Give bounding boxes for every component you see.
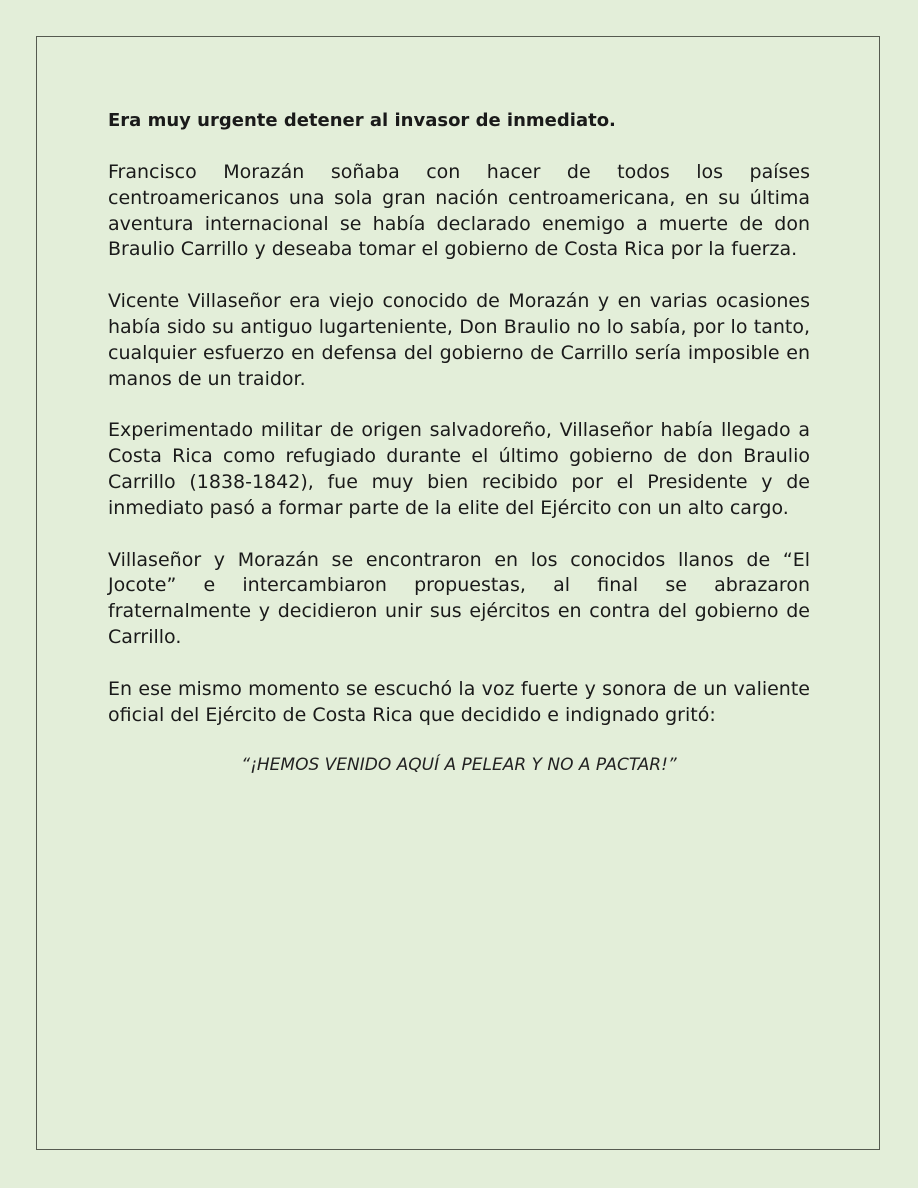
paragraph: Vicente Villaseñor era viejo conocido de Morazán y en varias ocasiones había sido su antiguo lugarteniente, Don Braulio no lo sabía, por lo tanto, cualquier esfuerzo en defensa del gobierno de Carrillo sería imposible en manos de un traidor. <box>108 290 810 390</box>
paragraph: En ese mismo momento se escuchó la voz fuerte y sonora de un valiente oficial del Ejército de Costa Rica que decidido e indignado gritó: <box>108 677 810 726</box>
paragraph: Villaseñor y Morazán se encontraron en los conocidos llanos de “El Jocote” e intercambiaron propuestas, al final se abrazaron fraternalmente y decidieron unir sus ejércitos en contra del gobierno de Carrillo. <box>108 548 810 648</box>
document-heading: Era muy urgente detener al invasor de inmediato. <box>108 110 616 131</box>
document-body <box>108 108 810 778</box>
paragraph: Experimentado militar de origen salvadoreño, Villaseñor había llegado a Costa Rica como refugiado durante el último gobierno de don Braulio Carrillo (1838-1842), fue muy bien recibido por el Presidente y de inmediato pasó a formar parte de la elite del Ejército con un alto cargo. <box>108 419 810 519</box>
paragraph: Francisco Morazán soñaba con hacer de todos los países centroamericanos una sola gran nación centroamericana, en su última aventura internacional se había declarado enemigo a muerte de don Braulio Carrillo y deseaba tomar el gobierno de Costa Rica por la fuerza. <box>108 161 810 261</box>
quote: “¡HEMOS VENIDO AQUÍ A PELEAR Y NO A PACTAR!” <box>241 755 677 776</box>
